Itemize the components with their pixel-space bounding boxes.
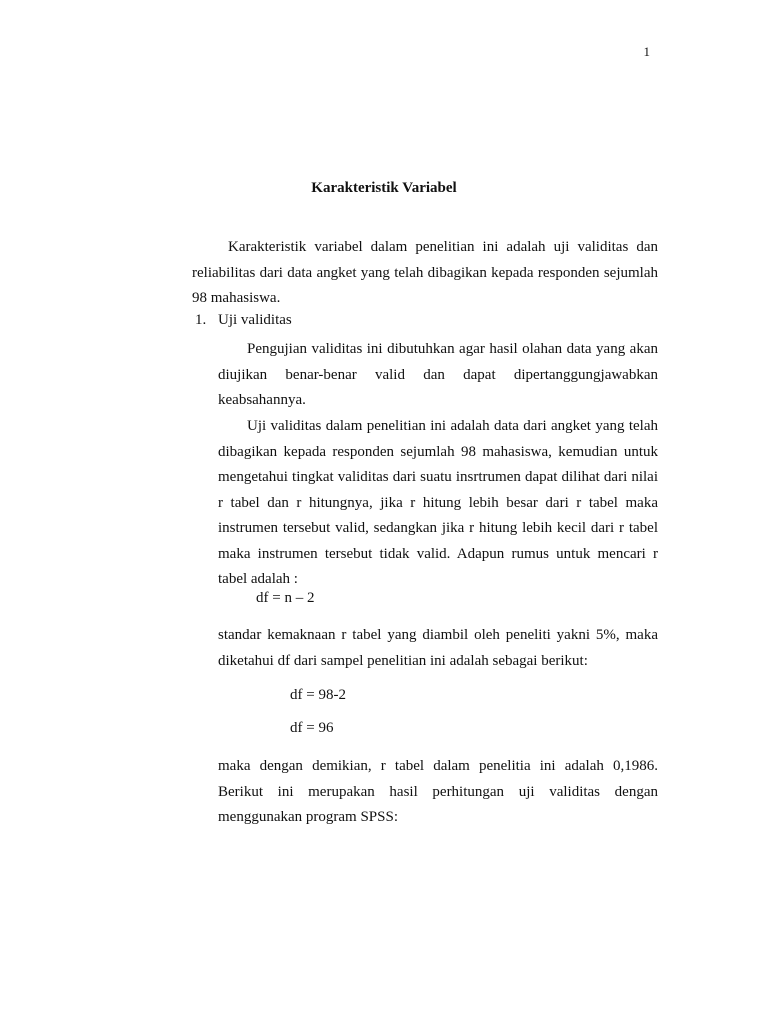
validity-paragraph-4: maka dengan demikian, r tabel dalam penelitia ini adalah 0,1986. Berikut ini merupakan hasil perhitungan uji validitas dengan menggunakan program SPSS:: [218, 758, 658, 825]
section-heading-text: Uji validitas: [218, 312, 292, 328]
validity-paragraph-1: Pengujian validitas ini dibutuhkan agar hasil olahan data yang akan diujikan benar-benar valid dan dapat dipertanggungjawabkan keabsahannya.: [218, 341, 658, 408]
section-number: 1.: [195, 312, 207, 328]
validity-paragraph-2: Uji validitas dalam penelitian ini adalah data dari angket yang telah dibagikan kepada responden sejumlah 98 mahasiswa, kemudian untuk mengetahui tingkat validitas dari suatu insrtrumen dapat dilihat dari nilai r tabel dan r hitungnya, jika r hitung lebih besar dari r tabel maka instrumen tersebut valid, sedangkan jika r hitung lebih kecil dari r tabel maka instrumen tersebut tidak valid. Adapun rumus untuk mencari r tabel adalah :: [218, 418, 658, 587]
intro-paragraph: Karakteristik variabel dalam penelitian ini adalah uji validitas dan reliabilitas dari data angket yang telah dibagikan kepada responden sejumlah 98 mahasiswa.: [192, 239, 658, 306]
formula-df-result: df = 96: [290, 720, 334, 736]
formula-df: df = n – 2: [256, 590, 315, 606]
page-number: 1: [643, 44, 650, 59]
formula-df-substituted: df = 98-2: [290, 687, 346, 703]
document-title: Karakteristik Variabel: [311, 180, 457, 196]
section-heading: [195, 312, 292, 329]
validity-paragraph-3: standar kemaknaan r tabel yang diambil oleh peneliti yakni 5%, maka diketahui df dari sampel penelitian ini adalah sebagai berikut:: [218, 627, 658, 669]
